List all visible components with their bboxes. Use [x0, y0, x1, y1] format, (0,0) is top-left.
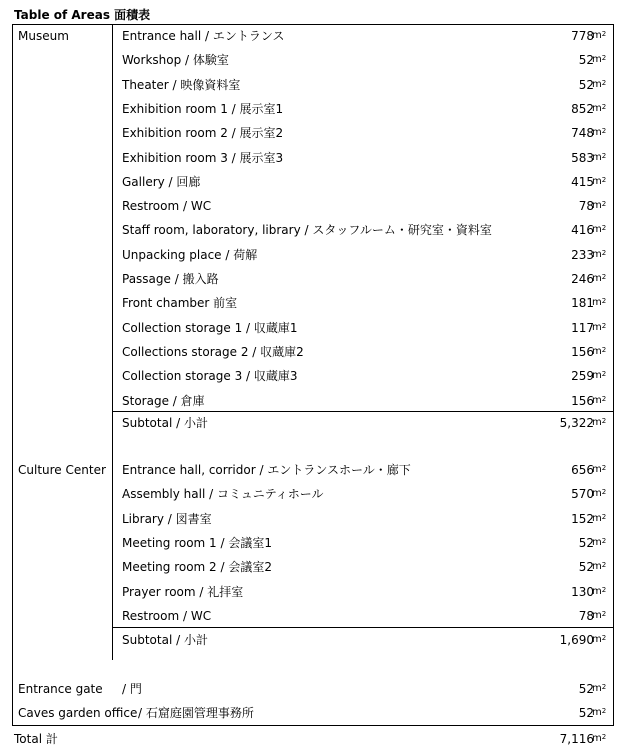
unit-base: m: [592, 417, 602, 428]
unit-base: m: [592, 224, 602, 236]
room-area: 246: [571, 272, 594, 286]
unit-superscript: 2: [601, 488, 607, 497]
unit-superscript: 2: [601, 78, 607, 87]
room-area: 656: [571, 463, 594, 477]
room-area: 52: [578, 560, 594, 575]
room-area: 570: [571, 487, 594, 502]
unit-superscript: 2: [601, 175, 607, 184]
unit-superscript: 2: [601, 394, 607, 403]
unit-base: m: [592, 464, 602, 475]
unit-label: [592, 321, 606, 335]
unit-superscript: 2: [601, 512, 607, 521]
unit-label: [592, 126, 606, 140]
unit-superscript: 2: [601, 683, 607, 691]
room-area: 156: [571, 393, 594, 408]
unit-superscript: 2: [601, 248, 607, 257]
room-area: 78: [578, 199, 594, 214]
unit-superscript: 2: [601, 54, 607, 63]
unit-label: [592, 199, 606, 213]
table-title: Table of Areas 面積表: [14, 8, 151, 22]
unit-superscript: 2: [601, 224, 607, 233]
unit-label: [592, 487, 606, 501]
room-area: 233: [571, 247, 594, 262]
unit-base: m: [592, 634, 602, 645]
room-name: Collection storage 1 / 収蔵庫1: [122, 320, 298, 335]
unit-base: m: [592, 248, 602, 260]
unit-label: [592, 296, 606, 310]
room-name: Storage / 倉庫: [122, 393, 205, 408]
unit-base: m: [592, 321, 602, 333]
room-area: 52: [578, 77, 594, 92]
unit-label: [592, 463, 606, 477]
facility-name: Caves garden office: [18, 706, 138, 720]
unit-superscript: 2: [601, 464, 607, 472]
unit-base: m: [592, 512, 602, 524]
room-name: Theater / 映像資料室: [122, 77, 241, 92]
room-area: 130: [571, 584, 594, 599]
room-area: 416: [571, 223, 594, 238]
room-name: Library / 図書室: [122, 511, 212, 526]
room-area: 583: [571, 150, 594, 165]
unit-label: [592, 536, 606, 550]
unit-label: [592, 151, 606, 165]
room-name: Exhibition room 1 / 展示室1: [122, 101, 284, 116]
unit-label: [592, 53, 606, 67]
column-divider: [112, 24, 113, 660]
unit-label: [592, 272, 606, 286]
unit-label: [592, 394, 606, 408]
unit-base: m: [592, 585, 602, 597]
unit-label: [592, 585, 606, 599]
unit-superscript: 2: [601, 634, 607, 642]
unit-base: m: [592, 297, 602, 309]
unit-base: m: [592, 370, 602, 382]
unit-base: m: [592, 200, 602, 212]
unit-base: m: [592, 273, 602, 284]
unit-base: m: [592, 102, 602, 114]
unit-label: [592, 175, 606, 189]
total-value: 7,116: [559, 732, 594, 746]
subtotal-value: 1,690: [559, 633, 594, 647]
total-label: Total 計: [14, 732, 58, 746]
unit-superscript: 2: [601, 370, 607, 379]
room-area: 181: [571, 296, 594, 311]
unit-label: [592, 248, 606, 262]
unit-base: m: [592, 707, 602, 718]
room-area: 778: [571, 29, 594, 43]
unit-base: m: [592, 733, 602, 744]
room-name: Entrance hall, corridor / エントランスホール・廊下: [122, 463, 411, 477]
unit-superscript: 2: [601, 321, 607, 330]
room-name: Collections storage 2 / 収蔵庫2: [122, 344, 304, 359]
room-name: Restroom / WC: [122, 608, 212, 623]
facility-japanese-name: / 門: [122, 682, 142, 696]
unit-label: [592, 706, 606, 720]
unit-label: [592, 682, 606, 696]
unit-superscript: 2: [601, 585, 607, 594]
unit-base: m: [592, 536, 602, 548]
room-name: Entrance hall / エントランス: [122, 29, 285, 43]
room-area: 156: [571, 344, 594, 359]
room-area: 52: [578, 53, 594, 68]
unit-superscript: 2: [601, 561, 607, 570]
subtotal-divider: [112, 411, 614, 412]
room-name: Staff room, laboratory, library / スタッフルーム・研究室・資料室: [122, 223, 492, 238]
unit-superscript: 2: [601, 345, 607, 354]
unit-base: m: [592, 345, 602, 357]
unit-superscript: 2: [601, 609, 607, 618]
unit-label: [592, 732, 606, 746]
unit-superscript: 2: [601, 733, 607, 741]
unit-base: m: [592, 609, 602, 621]
unit-label: [592, 78, 606, 92]
room-area: 415: [571, 174, 594, 189]
facility-name: Entrance gate: [18, 682, 103, 696]
room-name: Exhibition room 2 / 展示室2: [122, 126, 284, 141]
room-area: 748: [571, 126, 594, 141]
room-name: Workshop / 体験室: [122, 53, 229, 68]
unit-label: [592, 345, 606, 359]
room-name: Passage / 搬入路: [122, 272, 219, 286]
room-name: Prayer room / 礼拝室: [122, 584, 244, 599]
unit-superscript: 2: [601, 127, 607, 136]
unit-label: [592, 609, 606, 623]
subtotal-divider: [112, 627, 614, 628]
room-area: 117: [571, 320, 594, 335]
unit-base: m: [592, 127, 602, 139]
unit-base: m: [592, 30, 602, 41]
category-museum: Museum: [18, 29, 69, 43]
unit-label: [592, 29, 606, 43]
subtotal-label: Subtotal / 小計: [122, 416, 208, 430]
unit-superscript: 2: [601, 707, 607, 715]
room-name: Assembly hall / コミュニティホール: [122, 487, 324, 502]
room-area: 152: [571, 511, 594, 526]
facility-area: 52: [578, 706, 594, 720]
unit-superscript: 2: [601, 102, 607, 111]
unit-label: [592, 102, 606, 116]
facility-area: 52: [578, 682, 594, 696]
unit-base: m: [592, 488, 602, 500]
unit-label: [592, 369, 606, 383]
unit-superscript: 2: [601, 273, 607, 281]
room-name: Unpacking place / 荷解: [122, 247, 258, 262]
room-name: Meeting room 1 / 会議室1: [122, 535, 272, 550]
table-frame: [12, 24, 614, 726]
unit-superscript: 2: [601, 200, 607, 209]
unit-superscript: 2: [601, 536, 607, 545]
subtotal-label: Subtotal / 小計: [122, 633, 208, 647]
unit-base: m: [592, 54, 602, 66]
unit-superscript: 2: [601, 30, 607, 38]
facility-japanese-name: / 石窟庭園管理事務所: [138, 706, 254, 720]
unit-superscript: 2: [601, 417, 607, 425]
unit-label: [592, 512, 606, 526]
unit-label: [592, 223, 606, 237]
unit-superscript: 2: [601, 297, 607, 306]
unit-base: m: [592, 683, 602, 694]
room-name: Restroom / WC: [122, 199, 212, 214]
unit-superscript: 2: [601, 151, 607, 160]
subtotal-value: 5,322: [559, 416, 594, 430]
unit-base: m: [592, 394, 602, 406]
unit-label: [592, 633, 606, 647]
room-area: 52: [578, 535, 594, 550]
room-name: Front chamber 前室: [122, 296, 238, 311]
room-area: 78: [578, 608, 594, 623]
unit-base: m: [592, 151, 602, 163]
category-culture-center: Culture Center: [18, 463, 106, 477]
room-area: 852: [571, 101, 594, 116]
unit-label: [592, 560, 606, 574]
unit-base: m: [592, 175, 602, 187]
room-name: Collection storage 3 / 収蔵庫3: [122, 369, 298, 384]
unit-base: m: [592, 78, 602, 90]
room-area: 259: [571, 369, 594, 384]
unit-label: [592, 416, 606, 430]
room-name: Exhibition room 3 / 展示室3: [122, 150, 284, 165]
unit-base: m: [592, 561, 602, 573]
room-name: Meeting room 2 / 会議室2: [122, 560, 272, 575]
room-name: Gallery / 回廊: [122, 174, 201, 189]
